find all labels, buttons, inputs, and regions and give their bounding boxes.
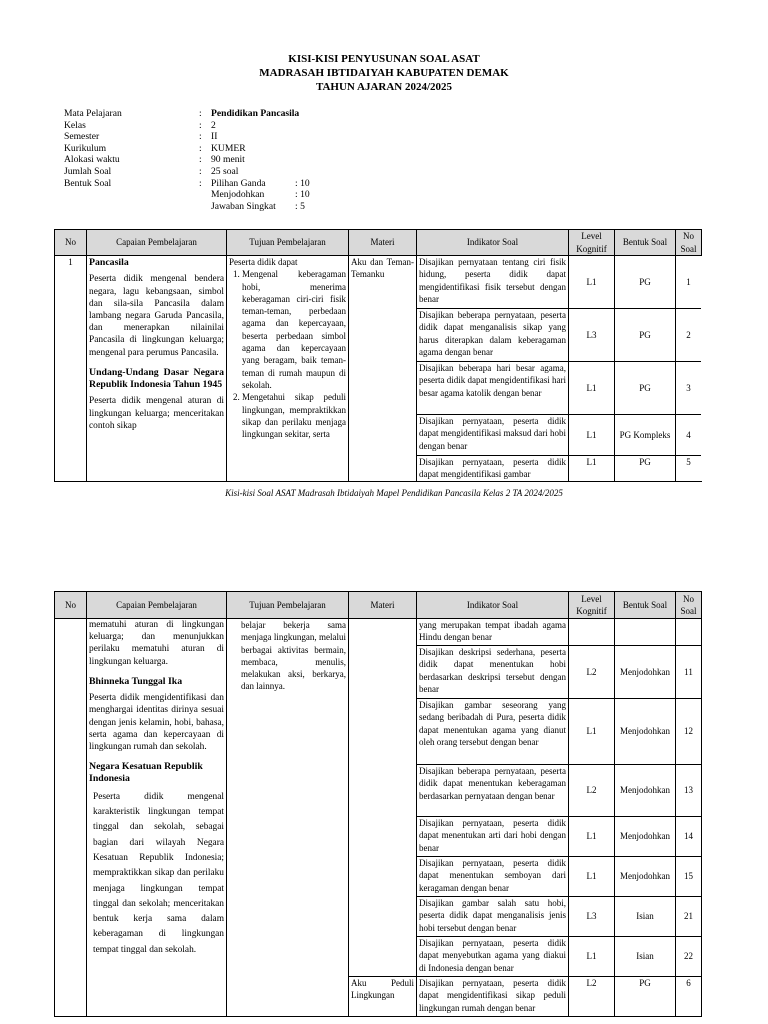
kurikulum-value: KUMER	[211, 142, 246, 154]
bentuk-cell: PG	[615, 256, 676, 309]
level-cell: L3	[569, 897, 615, 937]
nosoal-cell: 1	[676, 256, 702, 309]
indikator-cell: Disajikan pernyataan, peserta didik dapat mengidentifikasi sikap peduli lingkungan rumah dengan benar	[417, 977, 569, 1017]
col-tp: Tujuan Pembelajaran	[227, 230, 349, 256]
kurikulum-label: Kurikulum	[64, 142, 107, 154]
col-level: Level Kognitif	[569, 592, 615, 619]
row-number	[55, 619, 87, 1017]
col-indikator: Indikator Soal	[417, 592, 569, 619]
level-cell: L1	[569, 817, 615, 857]
semester-value: II	[211, 131, 218, 143]
cp-text: mematuhi aturan di lingkungan keluarga; dan menunjukkan perilaku mematuhi aturan di lingkungan keluarga.	[89, 620, 224, 667]
cp-text: Peserta didik mengenal bendera negara, lagu kebangsaan, simbol dan sila-sila Pancasila dalam lambang negara Garuda Pancasila, dan menerapkan nilainilai Pancasila di lingkungan keluarga; mengenal para perumus Pancasila.	[89, 274, 224, 358]
level-cell: L1	[569, 415, 615, 456]
title-line-3: TAHUN AJARAN 2024/2025	[315, 81, 453, 93]
col-bentuk: Bentuk Soal	[615, 230, 676, 256]
nosoal-cell: 6	[676, 977, 702, 1017]
col-cp: Capaian Pembelajaran	[87, 592, 227, 619]
bentuk-cell: PG	[615, 309, 676, 362]
indikator-cell: Disajikan pernyataan, peserta didik dapat mengidentifikasi gambar	[417, 456, 569, 483]
title-line-1: KISI-KISI PENYUSUNAN SOAL ASAT	[288, 53, 480, 65]
col-level: Level Kognitif	[569, 230, 615, 256]
materi-cell: Aku Peduli Lingkungan	[349, 977, 417, 1017]
mapel-value: Pendidikan Pancasila	[211, 108, 300, 119]
kelas-label: Kelas	[64, 119, 86, 131]
bentuk-cell: PG	[615, 977, 676, 1017]
bentuk-cell: Isian	[615, 897, 676, 937]
level-cell	[569, 619, 615, 646]
page-1-bottom-border	[54, 481, 702, 482]
kisi-table-body-1	[54, 255, 701, 482]
cp-text: Peserta didik mengidentifikasi dan menghargai identitas dirinya sesuai dengan jenis kelamin, hobi, bahasa, serta agama dan kepercayaan di lingkungan rumah dan sekolah.	[89, 693, 224, 752]
page-footer-caption: Kisi-kisi Soal ASAT Madrasah Ibtidaiyah Mapel Pendidikan Pancasila Kelas 2 TA 2024/2025	[225, 488, 563, 498]
level-cell: L1	[569, 937, 615, 977]
indikator-cell: Disajikan beberapa pernyataan, peserta didik dapat menganalisis sikap yang harus diterapkan dalam keberagaman agama dengan benar	[417, 309, 569, 362]
col-nosoal: No Soal	[676, 592, 702, 619]
level-cell: L1	[569, 699, 615, 765]
tp-item: 2. Mengetahui sikap peduli lingkungan, mempraktikkan sikap dan perilaku menjaga lingkungan sekitar, serta	[242, 391, 346, 440]
indikator-cell: Disajikan beberapa hari besar agama, peserta didik dapat mengidentifikasi hari besar agama katolik dengan benar	[417, 362, 569, 415]
alokasi-label: Alokasi waktu	[64, 154, 120, 166]
bentuk-item-name: Jawaban Singkat	[211, 200, 276, 212]
level-cell: L2	[569, 646, 615, 699]
cp-heading: Bhinneka Tunggal Ika	[89, 675, 183, 687]
page-1-body	[54, 255, 701, 482]
mapel-label: Mata Pelajaran	[64, 108, 122, 119]
level-cell: L1	[569, 857, 615, 897]
indikator-cell: Disajikan pernyataan, peserta didik dapat menyebutkan agama yang diakui di Indonesia dengan benar	[417, 937, 569, 977]
tp-cell	[227, 256, 349, 483]
bentuk-item-count: : 10	[295, 189, 310, 201]
bentuk-item-name: Pilihan Ganda	[211, 177, 266, 189]
level-cell: L1	[569, 362, 615, 415]
bentuk-cell	[615, 619, 676, 646]
col-indikator: Indikator Soal	[417, 230, 569, 256]
bentuk-cell: Menjodohkan	[615, 699, 676, 765]
indikator-cell: Disajikan pernyataan, peserta didik dapat menentukan semboyan dari keragaman dengan benar	[417, 857, 569, 897]
col-materi: Materi	[349, 230, 417, 256]
bentuk-cell: Menjodohkan	[615, 857, 676, 897]
semester-label: Semester	[64, 131, 100, 143]
indikator-cell: Disajikan gambar salah satu hobi, peserta didik dapat menganalisis jenis hobi tersebut dengan benar	[417, 897, 569, 937]
bentuk-cell: PG Kompleks	[615, 415, 676, 456]
cp-text: Peserta didik mengenal aturan di lingkungan keluarga; menceritakan contoh sikap	[89, 396, 224, 431]
indikator-cell: Disajikan gambar seseorang yang sedang beribadah di Pura, peserta didik dapat menentukan agama yang dianut oleh orang tersebut dengan benar	[417, 699, 569, 765]
nosoal-cell: 15	[676, 857, 702, 897]
nosoal-cell: 3	[676, 362, 702, 415]
jumlah-label: Jumlah Soal	[64, 165, 112, 177]
indikator-cell: Disajikan beberapa pernyataan, peserta didik dapat menentukan keberagaman berdasarkan pernyataan dengan benar	[417, 765, 569, 817]
cp-cell	[87, 256, 227, 483]
cp-heading: Pancasila	[89, 257, 129, 268]
bentuk-cell: Menjodohkan	[615, 646, 676, 699]
level-cell: L3	[569, 309, 615, 362]
col-bentuk: Bentuk Soal	[615, 592, 676, 619]
kelas-value: 2	[211, 119, 216, 131]
nosoal-cell: 14	[676, 817, 702, 857]
indikator-cell: Disajikan deskripsi sederhana, peserta didik dapat menentukan hobi berdasarkan deskripsi tersebut dengan benar	[417, 646, 569, 699]
cp-text: Peserta didik mengenal karakteristik lingkungan tempat tinggal dan sekolah, sebagai bagian dari wilayah Negara Kesatuan Republik Indonesia; mempraktikkan sikap dan perilaku menjaga lingkungan tempat tinggal dan sekolah; menceritakan bentuk kerja sama dalam keberagaman di lingkungan tempat tinggal dan sekolah.	[93, 791, 224, 955]
col-no: No	[55, 230, 87, 256]
nosoal-cell	[676, 619, 702, 646]
bentuk-cell: PG	[615, 362, 676, 415]
bentuk-cell: Menjodohkan	[615, 817, 676, 857]
nosoal-cell: 21	[676, 897, 702, 937]
bentuk-label: Bentuk Soal	[64, 177, 112, 189]
materi-cell	[349, 619, 417, 977]
bentuk-cell: Menjodohkan	[615, 765, 676, 817]
row-number: 1	[55, 256, 87, 483]
col-materi: Materi	[349, 592, 417, 619]
kisi-table-header-1	[54, 229, 702, 256]
bentuk-cell: Isian	[615, 937, 676, 977]
bentuk-item-count: : 10	[295, 177, 310, 189]
tp-item: 1. Mengenal keberagaman hobi, menerima keberagaman ciri-ciri fisik teman-teman, perbedaan agama dan kepercayaan, beserta perbedaan simbol agama dan kepercayaan yang beragam, baik teman-teman di rumah maupun di sekolah.	[242, 268, 346, 391]
level-cell: L1	[569, 256, 615, 309]
indikator-cell: Disajikan pernyataan, peserta didik dapat menentukan arti dari hobi dengan benar	[417, 817, 569, 857]
jumlah-value: 25 soal	[211, 165, 239, 177]
bentuk-item-name: Menjodohkan	[211, 189, 265, 201]
level-cell: L2	[569, 977, 615, 1017]
bentuk-item-count: : 5	[295, 200, 305, 212]
tp-intro: Peserta didik dapat	[229, 257, 298, 267]
col-nosoal: No Soal	[676, 230, 702, 256]
alokasi-value: 90 menit	[211, 154, 245, 166]
tp-cell: belajar bekerja sama menjaga lingkungan, melalui berbagai aktivitas bermain, membaca, menulis, melakukan aksi, berkarya, dan lainnya.	[227, 619, 349, 1017]
nosoal-cell: 12	[676, 699, 702, 765]
document-title	[0, 52, 768, 94]
col-no: No	[55, 592, 87, 619]
nosoal-cell: 2	[676, 309, 702, 362]
indikator-cell: Disajikan pernyataan, peserta didik dapat mengidentifikasi maksud dari hobi dengan benar	[417, 415, 569, 456]
col-cp: Capaian Pembelajaran	[87, 230, 227, 256]
bentuk-cell: PG	[615, 456, 676, 483]
level-cell: L1	[569, 456, 615, 483]
cp-heading: Negara Kesatuan Republik Indonesia	[89, 761, 203, 785]
cp-cell	[87, 619, 227, 1017]
title-line-2: MADRASAH IBTIDAIYAH KABUPATEN DEMAK	[259, 67, 509, 79]
materi-cell: Aku dan Teman-Temanku	[349, 256, 417, 483]
indikator-cell: Disajikan pernyataan tentang ciri fisik hidung, peserta didik dapat mengidentifikasi fisik tersebut dengan benar	[417, 256, 569, 309]
indikator-cell: yang merupakan tempat ibadah agama Hindu dengan benar	[417, 619, 569, 646]
nosoal-cell: 22	[676, 937, 702, 977]
col-tp: Tujuan Pembelajaran	[227, 592, 349, 619]
nosoal-cell: 5	[676, 456, 702, 483]
cp-heading: Undang-Undang Dasar Negara Republik Indonesia Tahun 1945	[89, 366, 224, 391]
level-cell: L2	[569, 765, 615, 817]
metadata-block: Mata Pelajaran : Pendidikan Pancasila Kelas : 2 Semester : II Kurikulum : KUMER Alokasi waktu : 90 menit Jumlah Soal : 25 soal Bentuk Soal : Pilihan Ganda : 10 Menjodohkan : 10 Jawaban Singkat : 5	[64, 108, 371, 212]
kisi-table-2	[54, 591, 702, 1017]
nosoal-cell: 4	[676, 415, 702, 456]
nosoal-cell: 13	[676, 765, 702, 817]
nosoal-cell: 11	[676, 646, 702, 699]
